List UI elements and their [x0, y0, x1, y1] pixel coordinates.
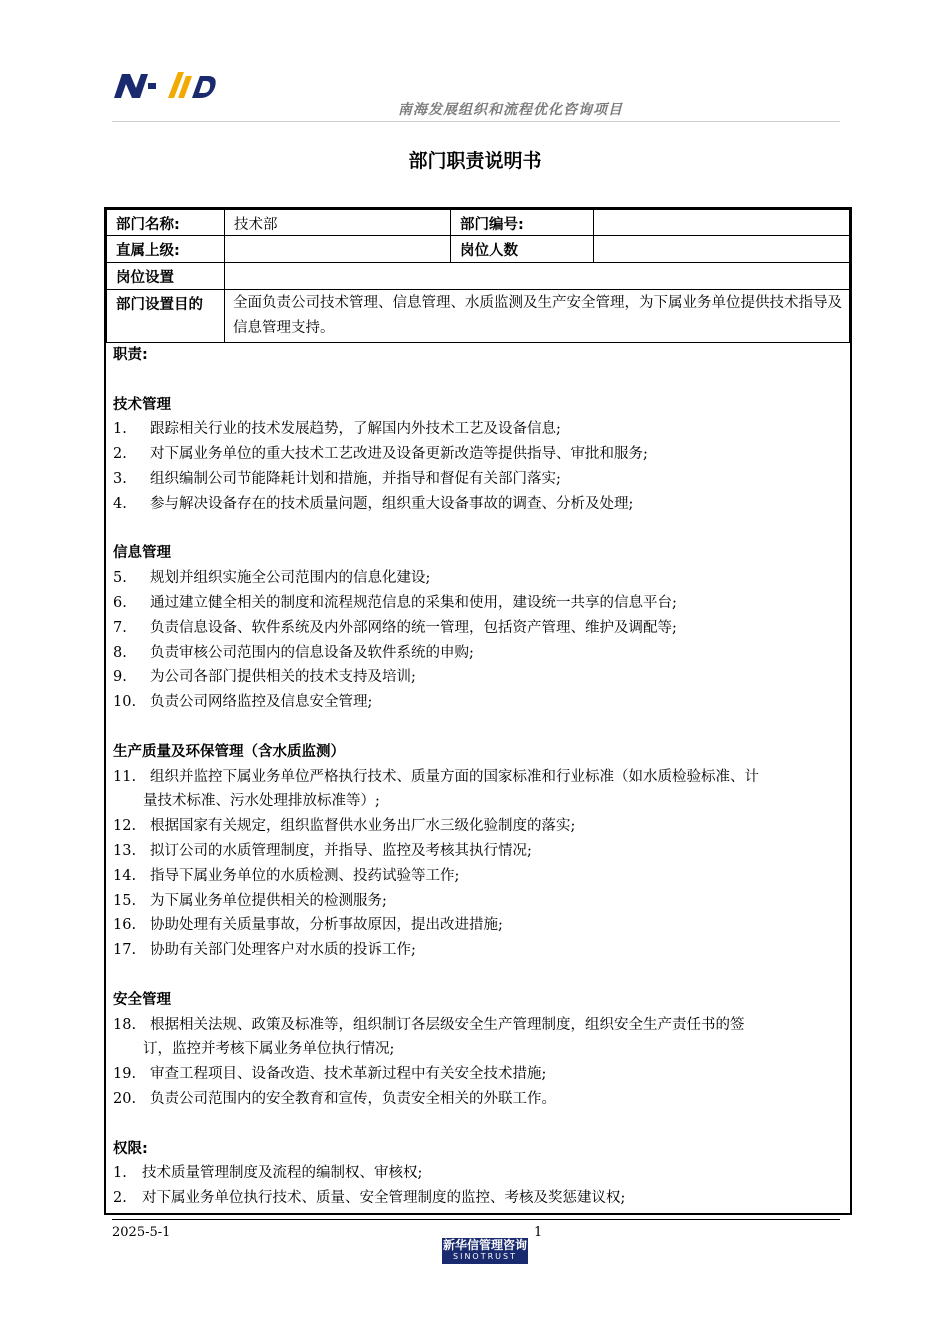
list-item [106, 1087, 848, 1112]
list-item [106, 765, 848, 790]
item-text: 跟踪相关行业的技术发展趋势，了解国内外技术工艺及设备信息; [150, 421, 561, 438]
item-text: 指导下属业务单位的水质检测、投药试验等工作; [150, 867, 460, 884]
list-item [106, 1186, 848, 1211]
list-item [106, 913, 848, 938]
item-text: 组织并监控下属业务单位严格执行技术、质量方面的国家标准和行业标准（如水质检验标准、计 [150, 768, 759, 785]
item-number: 5. [113, 570, 127, 587]
item-number: 10. [113, 694, 137, 711]
spacer [106, 368, 848, 393]
brand-en: SINOTRUST [453, 1252, 517, 1261]
item-text: 拟订公司的水质管理制度，并指导、监控及考核其执行情况; [150, 842, 532, 859]
item-text: 规划并组织实施全公司范围内的信息化建设; [150, 570, 431, 587]
item-continuation: 订，监控并考核下属业务单位执行情况; [143, 1041, 395, 1058]
item-number: 1. [113, 421, 127, 438]
item-text: 对下属业务单位执行技术、质量、安全管理制度的监控、考核及奖惩建议权; [142, 1190, 626, 1207]
item-number: 7. [113, 619, 127, 636]
section-title: 信息管理 [113, 545, 171, 562]
nhd-logo [112, 66, 218, 106]
document-title: 部门职责说明书 [408, 150, 542, 172]
list-item [106, 889, 848, 914]
item-number: 14. [113, 867, 137, 884]
list-item [106, 690, 848, 715]
duties-heading: 职责: [113, 347, 148, 363]
item-number: 9. [113, 669, 127, 686]
item-text: 对下属业务单位的重大技术工艺改进及设备更新改造等提供指导、审批和服务; [150, 446, 648, 463]
sinotrust-logo [442, 1238, 528, 1264]
section-title: 安全管理 [113, 991, 171, 1008]
item-number: 1. [113, 1165, 127, 1182]
item-number: 17. [113, 942, 137, 959]
item-number: 3. [113, 470, 127, 487]
headcount-label: 岗位人数 [450, 235, 594, 263]
item-number: 20. [113, 1090, 137, 1107]
section-title: 技术管理 [113, 396, 171, 413]
item-text: 根据国家有关规定，组织监督供水业务出厂水三级化验制度的落实; [150, 818, 576, 835]
item-text: 为下属业务单位提供相关的检测服务; [150, 892, 387, 909]
section-title: 生产质量及环保管理（含水质监测） [113, 743, 345, 760]
item-number: 15. [113, 892, 137, 909]
positions-label: 岗位设置 [106, 262, 225, 290]
item-number: 2. [113, 1190, 127, 1207]
superior-value [224, 235, 451, 263]
list-item [106, 864, 848, 889]
list-item [106, 492, 848, 517]
item-number: 11. [113, 768, 137, 785]
list-item [106, 1062, 848, 1087]
headcount-value [593, 235, 850, 263]
list-item [106, 591, 848, 616]
item-text: 为公司各部门提供相关的技术支持及培训; [150, 669, 416, 686]
list-item [106, 417, 848, 442]
item-continuation: 量技术标准、污水处理排放标准等）; [143, 793, 380, 810]
item-number: 13. [113, 842, 137, 859]
spacer [106, 963, 848, 988]
list-item [106, 467, 848, 492]
item-number: 2. [113, 446, 127, 463]
footer-date: 2025-5-1 [112, 1225, 171, 1240]
item-text: 通过建立健全相关的制度和流程规范信息的采集和使用，建设统一共享的信息平台; [150, 594, 677, 611]
list-item [106, 1013, 848, 1038]
item-number: 16. [113, 917, 137, 934]
header-divider [112, 121, 840, 122]
spacer [106, 1112, 848, 1137]
spacer [106, 517, 848, 542]
authority-heading: 权限: [113, 1140, 148, 1157]
item-text: 负责审核公司范围内的信息设备及软件系统的申购; [150, 644, 474, 661]
list-item [106, 839, 848, 864]
superior-label: 直属上级: [106, 235, 225, 263]
project-title: 南海发展组织和流程优化咨询项目 [398, 102, 623, 118]
item-number: 4. [113, 495, 127, 512]
list-item [106, 938, 848, 963]
list-item [106, 442, 848, 467]
item-number: 6. [113, 594, 127, 611]
list-item [106, 641, 848, 666]
list-item [106, 1161, 848, 1186]
page-number: 1 [534, 1225, 543, 1240]
purpose-value: 全面负责公司技术管理、信息管理、水质监测及生产安全管理，为下属业务单位提供技术指导及信息管理支持。 [224, 289, 850, 343]
item-number: 19. [113, 1066, 137, 1083]
purpose-label: 部门设置目的 [106, 289, 225, 343]
list-item [106, 616, 848, 641]
dept-code-value [593, 209, 850, 236]
item-text: 负责公司网络监控及信息安全管理; [150, 694, 373, 711]
duties-body [106, 343, 848, 1211]
item-text: 协助有关部门处理客户对水质的投诉工作; [150, 942, 416, 959]
list-item [106, 665, 848, 690]
item-number: 8. [113, 644, 127, 661]
item-text: 参与解决设备存在的技术质量问题，组织重大设备事故的调查、分析及处理; [150, 495, 634, 512]
item-text: 协助处理有关质量事故，分析事故原因，提出改进措施; [150, 917, 503, 934]
item-number: 12. [113, 818, 137, 835]
dept-name-label: 部门名称: [106, 209, 225, 236]
dept-code-label: 部门编号: [450, 209, 594, 236]
brand-cn: 新华信管理咨询 [442, 1238, 527, 1252]
dept-name-value: 技术部 [224, 209, 451, 236]
positions-value [224, 262, 850, 290]
item-number: 18. [113, 1016, 137, 1033]
item-text: 组织编制公司节能降耗计划和措施，并指导和督促有关部门落实; [150, 470, 561, 487]
item-text: 根据相关法规、政策及标准等，组织制订各层级安全生产管理制度，组织安全生产责任书的签 [150, 1016, 745, 1033]
item-text: 审查工程项目、设备改造、技术革新过程中有关安全技术措施; [150, 1066, 547, 1083]
footer-divider [112, 1219, 840, 1220]
list-item [106, 814, 848, 839]
spacer [106, 715, 848, 740]
list-item [106, 566, 848, 591]
item-text: 负责公司范围内的安全教育和宣传，负责安全相关的外联工作。 [150, 1090, 556, 1107]
item-text: 技术质量管理制度及流程的编制权、审核权; [142, 1165, 423, 1182]
item-text: 负责信息设备、软件系统及内外部网络的统一管理，包括资产管理、维护及调配等; [150, 619, 677, 636]
